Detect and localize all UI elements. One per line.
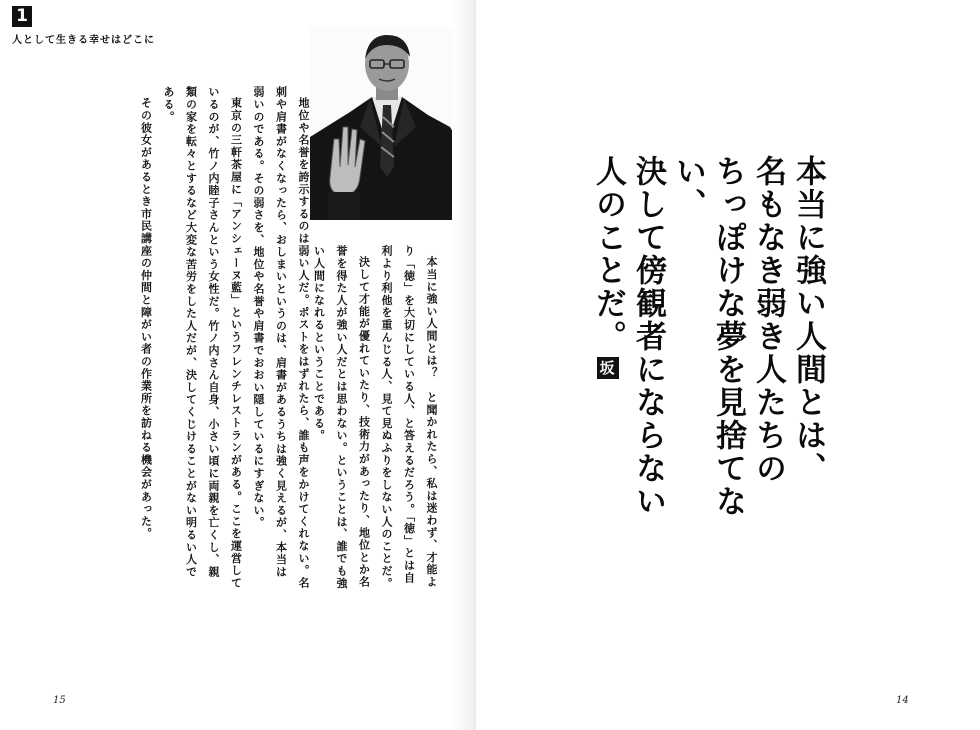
chapter-number-badge: 1: [12, 6, 32, 27]
body-text-main: [58, 86, 314, 590]
page-number-right: 14: [896, 695, 909, 706]
paragraph: 決して才能が優れていたり、技術力があったり、地位とか名誉を得た人が強い人だとは思わない。ということは、誰でも強い人間になれるということである。: [312, 245, 371, 590]
paragraph: 本当に強い人間とは？ と聞かれたら、私は迷わず、才能より「徳」を大切にしている人、と答えるだろう。「徳」とは自利より利他を重んじる人、見て見ぬふりをしない人のことだ。: [380, 245, 438, 590]
page-number-left: 15: [53, 695, 66, 706]
quote-line: 決して傍観者にならない: [630, 155, 666, 518]
author-photo-image: [310, 27, 462, 220]
quote-line: 名もなき弱き人たちの: [750, 155, 786, 485]
quote-line: 人のことだ。: [590, 155, 626, 353]
quote-line: ちっぽけな夢を見捨てない、: [670, 155, 746, 518]
pull-quote: [590, 155, 828, 575]
left-page: [0, 0, 476, 730]
body-text-top: [312, 245, 442, 590]
author-photo: [310, 27, 462, 220]
speaker-badge: 坂: [597, 357, 619, 379]
paragraph: 東京の三軒茶屋に「アンシェーヌ藍」というフレンチレストランがある。ここを運営しているのが、竹ノ内睦子さんという女性だ。竹ノ内さん自身、小さい頃に両親を亡くし、親類の家を転々とするなど大変な苦労をした人だが、決してくじけることがない明るい人である。: [162, 86, 243, 589]
paragraph: その彼女があるとき市民講座の仲間と障がい者の作業所を訪ねる機会があった。: [139, 97, 153, 540]
quote-line: 本当に強い人間とは、: [790, 155, 826, 485]
paragraph: 地位や名誉を誇示するのは弱い人だ。ポストをはずれたら、誰も声をかけてくれない。名刺や肩書がなくなったら、おしまいというのは、肩書があるうちは強く見えるが、本当は弱いのである。その弱さを、地位や名誉や肩書でおおい隠しているにすぎない。: [252, 86, 310, 589]
quote-line-last: [588, 155, 628, 575]
chapter-title: 人として生きる幸せはどこに: [12, 35, 155, 46]
